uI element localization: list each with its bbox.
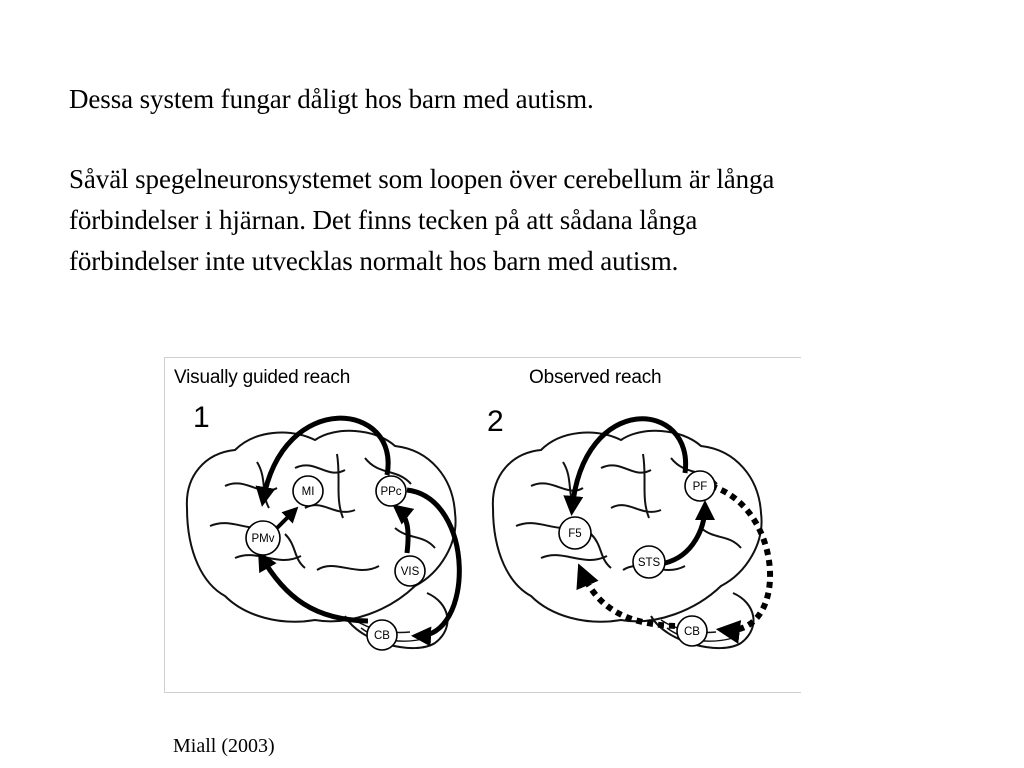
node-label-MI: MI (301, 486, 315, 498)
body-paragraph (69, 159, 774, 282)
node-label-VIS: VIS (400, 566, 420, 578)
panel-title-visually-guided: Visually guided reach (174, 367, 351, 388)
node-MI (293, 476, 323, 506)
node-label-PF: PF (692, 481, 708, 493)
node-STS (633, 546, 665, 578)
node-label-STS: STS (637, 557, 661, 569)
panel-title-observed: Observed reach (529, 367, 662, 388)
node-CB-left (367, 620, 397, 650)
node-VIS (395, 556, 425, 586)
intro-sentence: Dessa system fungar dåligt hos barn med autism. (69, 84, 594, 114)
node-label-PMv: PMv (251, 533, 275, 545)
node-CB-right (677, 616, 707, 646)
node-label-CB-right: CB (684, 626, 700, 638)
node-PF (685, 471, 715, 501)
panel-number-1: 1 (193, 401, 210, 434)
node-F5 (559, 517, 591, 549)
left-panel (187, 401, 459, 650)
body-line-1: Såväl spegelneuronsystemet som loopen över cerebellum är långa (69, 164, 775, 194)
arrows-left (261, 418, 459, 636)
brain-circuit-figure (164, 357, 801, 693)
node-label-PPc: PPc (380, 486, 402, 498)
citation: Miall (2003) (173, 735, 275, 757)
right-panel (487, 405, 770, 648)
node-PPc (376, 476, 406, 506)
node-PMv (246, 521, 280, 555)
node-label-CB-left: CB (374, 630, 390, 642)
brain-outline-left (187, 431, 456, 648)
brain-diagrams (165, 358, 801, 692)
body-line-3: förbindelser inte utvecklas normalt hos barn med autism. (69, 246, 679, 276)
body-line-2: förbindelser i hjärnan. Det finns tecken på att sådana långa (69, 205, 698, 235)
node-label-F5: F5 (568, 528, 582, 540)
panel-number-2: 2 (487, 405, 504, 438)
